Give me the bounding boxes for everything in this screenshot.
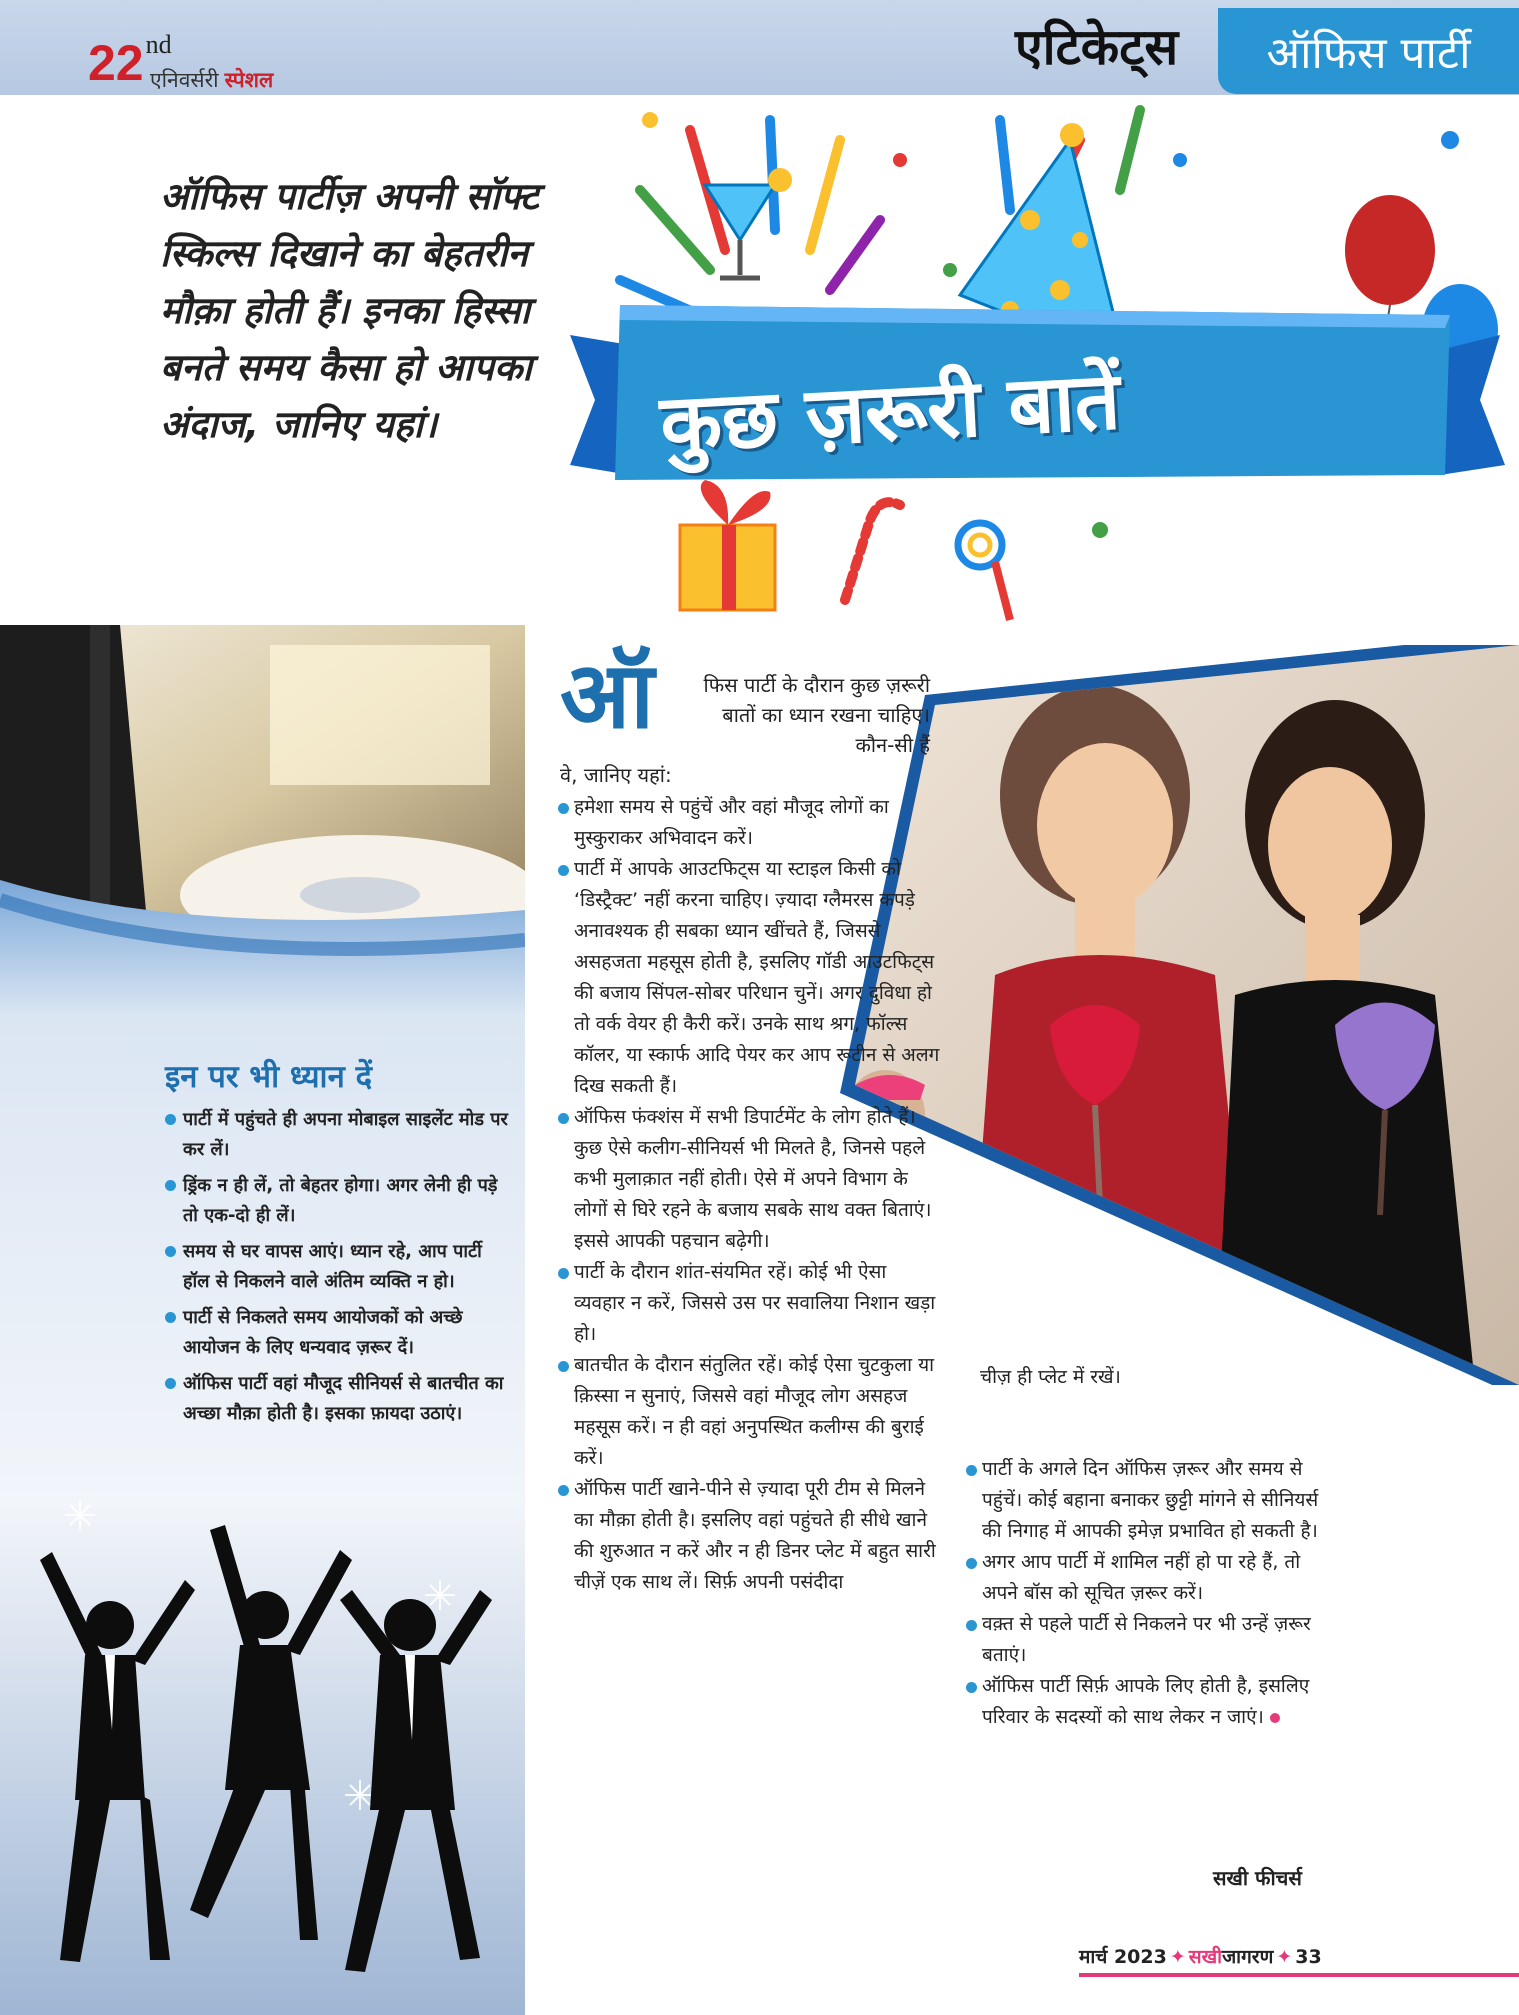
section-title: एटिकेट्स [1015,18,1179,76]
list-item [560,854,940,1102]
bullet-icon [966,1558,977,1569]
list-item-text: ऑफिस पार्टी खाने-पीने से ज़्यादा पूरी टीम से मिलने का मौक़ा होती है। इसलिए वहां पहुंचते ही सीधे खाने की शुरुआत न करें और न ही डिनर प्लेट में बहुत सारी चीज़ें एक साथ लें। सिर्फ़ अपनी पसंदीदा [574,1478,936,1593]
bullet-icon [966,1465,977,1476]
column-2-lead: चीज़ ही प्लेट में रखें। [980,1366,1121,1388]
special-label: स्पेशल [224,68,274,92]
list-item-text: ऑफिस पार्टी सिर्फ़ आपके लिए होती है, इसलिए परिवार के सदस्यों को साथ लेकर न जाएं। [982,1675,1310,1728]
list-item-text: बातचीत के दौरान संतुलित रहें। कोई ऐसा चुटकुला या क़िस्सा न सुनाएं, जिससे वहां मौजूद लोग असहज महसूस करें। न ही वहां अनुपस्थित कलीग्स की बुराई करें। [574,1354,935,1469]
list-item-text: हमेशा समय से पहुंचें और वहां मौजूद लोगों का मुस्कुराकर अभिवादन करें। [574,796,889,849]
bullet-icon [558,865,569,876]
list-item-text: पार्टी के अगले दिन ऑफिस ज़रूर और समय से पहुंचें। कोई बहाना बनाकर छुट्टी मांगने से सीनियर्स की निगाह में आपकी इमेज़ प्रभावित हो सकती है। [982,1458,1319,1542]
anniversary-label-group [150,66,273,94]
page-number: 33 [1295,1946,1322,1968]
list-item [968,1609,1328,1671]
bullet-icon [165,1114,176,1125]
list-item [165,1369,510,1429]
list-item [165,1171,510,1231]
party-blower-icon [958,523,1010,620]
article-column-1 [560,792,940,1598]
list-item-text: पार्टी में पहुंचते ही अपना मोबाइल साइलेंट मोड पर कर लें। [183,1109,508,1160]
anniversary-label: एनिवर्सरी [150,68,219,92]
bullet-icon [558,1113,569,1124]
list-item-text: अगर आप पार्टी में शामिल नहीं हो पा रहे हैं, तो अपने बॉस को सूचित ज़रूर करें। [982,1551,1301,1604]
bullet-icon [558,803,569,814]
sidebar-list [165,1105,510,1435]
footer-brand-part1: सखी [1188,1946,1223,1968]
list-item-text: ऑफिस पार्टी वहां मौजूद सीनियर्स से बातचीत का अच्छा मौक़ा होती है। इसका फ़ायदा उठाएं। [183,1373,504,1424]
anniversary-badge [88,30,274,92]
list-item [968,1671,1328,1733]
list-item [560,1350,940,1474]
end-mark-icon [1270,1713,1280,1723]
article-lead: फिस पार्टी के दौरान कुछ ज़रूरी बातों का ध्यान रखना चाहिए। कौन-सी हैं [703,673,930,757]
list-item-text: समय से घर वापस आएं। ध्यान रहे, आप पार्टी हॉल से निकलने वाले अंतिम व्यक्ति न हो। [183,1241,482,1292]
byline: सखी फीचर्स [1213,1866,1302,1890]
list-item [968,1454,1328,1547]
bullet-icon [558,1361,569,1372]
list-item-text: पार्टी से निकलते समय आयोजकों को अच्छे आयोजन के लिए धन्यवाद ज़रूर दें। [183,1307,463,1358]
article-column-2 [968,1454,1328,1733]
bullet-icon [165,1378,176,1389]
bullet-icon [966,1682,977,1693]
gift-icon [680,480,775,610]
category-tab [1218,8,1519,94]
issue-number: 22 [88,35,144,91]
candy-cane-icon [845,502,900,600]
footer-rule [1079,1973,1519,1977]
list-item [165,1303,510,1363]
list-item [560,1102,940,1257]
dancing-people-illustration [0,1440,525,2015]
bullet-icon [165,1180,176,1191]
list-item-text: ऑफिस फंक्शंस में सभी डिपार्टमेंट के लोग होते हैं। कुछ ऐसे कलीग-सीनियर्स भी मिलते है, जिनसे पहले कभी मुलाक़ात नहीं होती। ऐसे में अपने विभाग के लोगों से घिरे रहने के बजाय सबके साथ वक्त बिताएं। इससे आपकी पहचान बढ़ेगी। [574,1106,932,1252]
page-footer [1079,1943,1322,1969]
bullet-icon [558,1268,569,1279]
list-item-text: ड्रिंक न ही लें, तो बेहतर होगा। अगर लेनी ही पड़े तो एक-दो ही लें। [183,1175,498,1226]
list-item-text: पार्टी के दौरान शांत-संयमित रहें। कोई भी ऐसा व्यवहार न करें, जिससे उस पर सवालिया निशान खड़ा हो। [574,1261,936,1345]
article-lead-tail: वे, जानिए यहां: [560,763,672,787]
footer-brand-part2: जागरण [1222,1946,1274,1968]
star-icon: ✦ [1169,1946,1186,1968]
bullet-icon [165,1246,176,1257]
list-item-text: वक़्त से पहले पार्टी से निकलने पर भी उन्हें ज़रूर बताएं। [982,1613,1311,1666]
headline: कुछ ज़रूरी बातें [658,354,1123,471]
list-item [560,1474,940,1598]
list-item [165,1105,510,1165]
intro-text: ऑफिस पार्टीज़ अपनी सॉफ्ट स्किल्स दिखाने का बेहतरीन मौक़ा होती हैं। इनका हिस्सा बनते समय कैसा हो आपका अंदाज, जानिए यहां। [160,175,539,446]
bullet-icon [165,1312,176,1323]
star-icon: ✦ [1276,1946,1293,1968]
list-item [165,1237,510,1297]
list-item-text: पार्टी में आपके आउटफिट्स या स्टाइल किसी को ‘डिस्ट्रैक्ट’ नहीं करना चाहिए। ज़्यादा ग्लैमरस कपड़े अनावश्यक ही सबका ध्यान खींचते हैं, जिससे असहजता महसूस होती है, इसलिए गॉडी आउटफिट्स की बजाय सिंपल-सोबर परिधान चुनें। अगर दुविधा हो तो वर्क वेयर ही कैरी करें। उनके साथ श्रग, फॉल्स कॉलर, या स्कार्फ आदि पेयर कर आप रूटीन से अलग दिख सकती हैं। [574,858,940,1097]
category-label: ऑफिस पार्टी [1266,28,1471,79]
drop-cap: ऑ [560,642,655,749]
issue-suffix: nd [145,30,172,59]
sidebar-heading: इन पर भी ध्यान दें [165,1059,373,1095]
bullet-icon [966,1620,977,1631]
footer-date: मार्च 2023 [1079,1946,1167,1968]
bullet-icon [558,1485,569,1496]
list-item [560,792,940,854]
list-item [968,1547,1328,1609]
list-item [560,1257,940,1350]
